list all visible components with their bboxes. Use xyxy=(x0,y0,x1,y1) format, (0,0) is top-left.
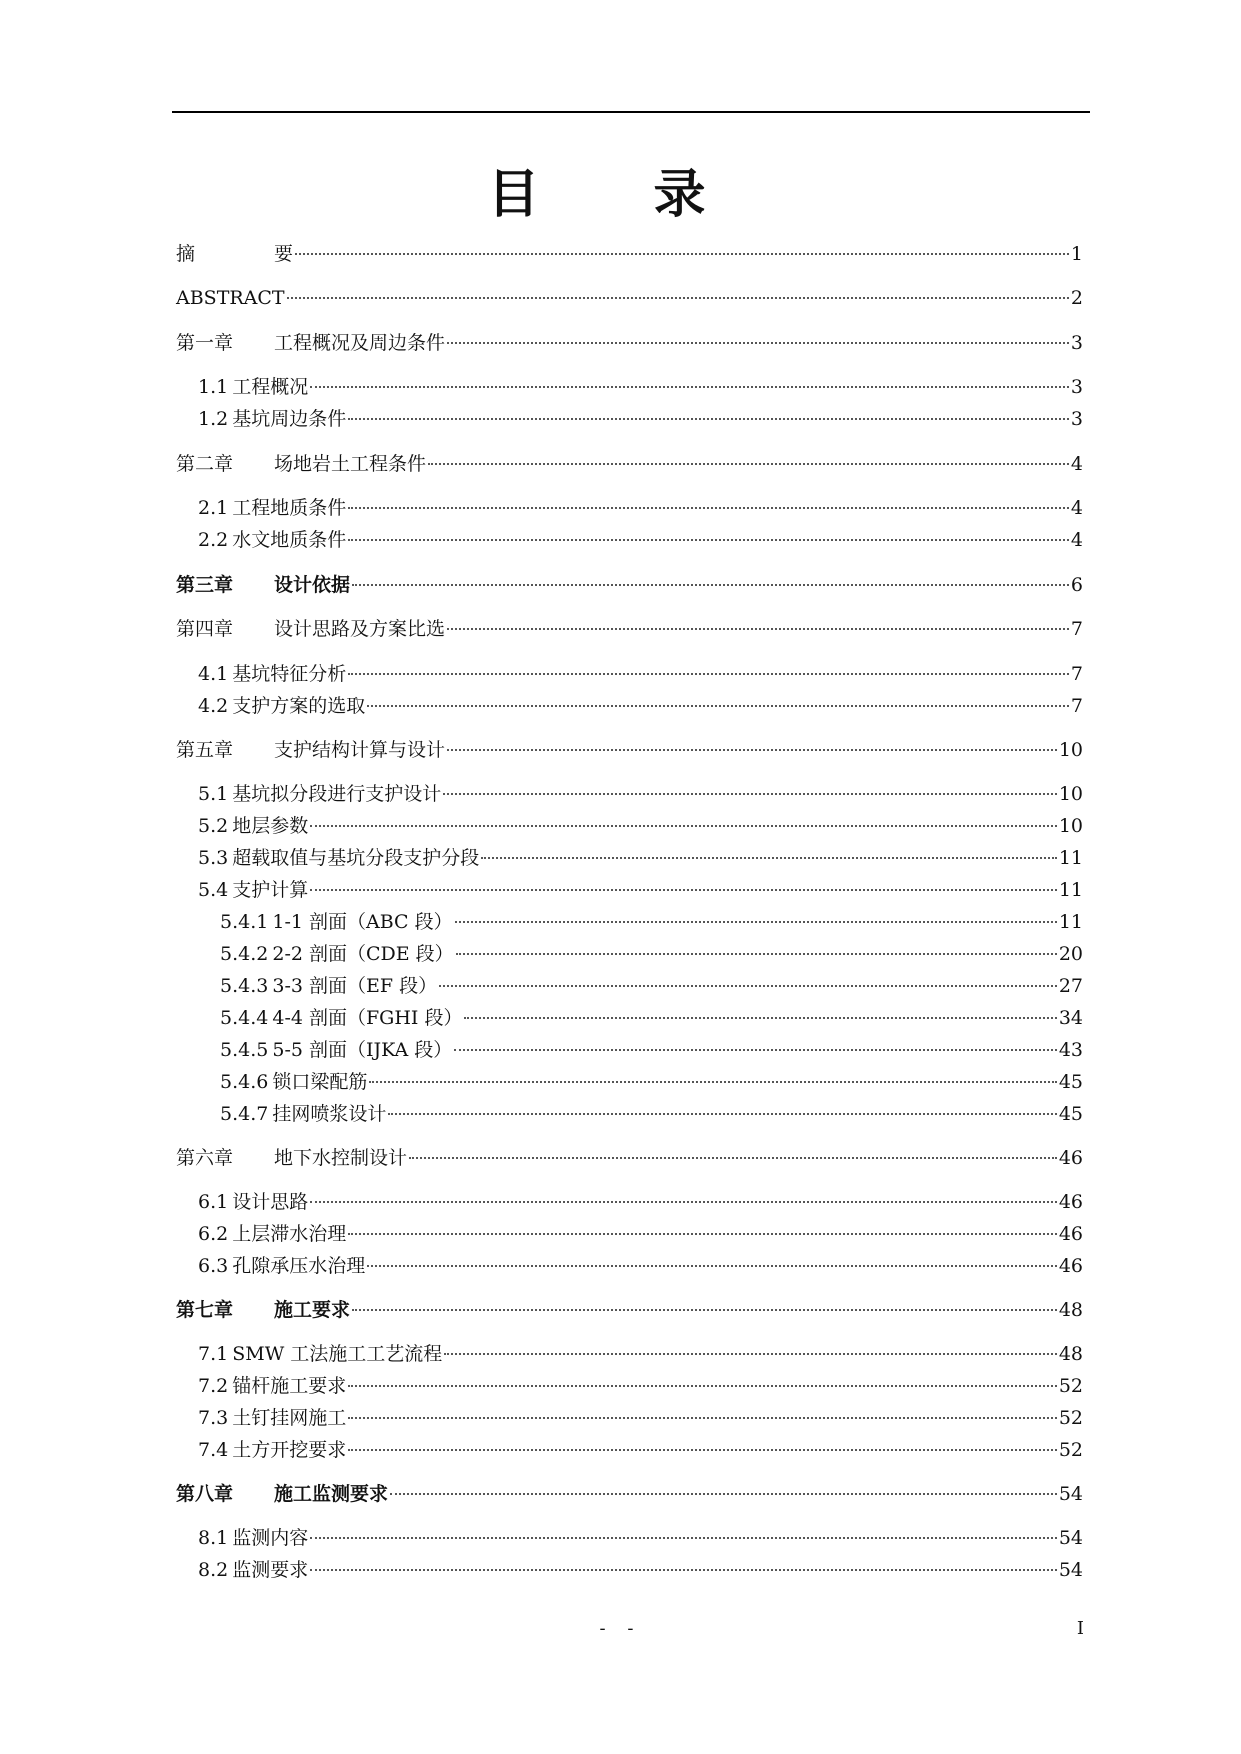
toc-chapter-entry[interactable] xyxy=(176,329,1083,357)
dot-leader xyxy=(310,889,1057,891)
toc-page-number: 7 xyxy=(1070,695,1083,717)
dot-leader xyxy=(348,1385,1057,1387)
dot-leader xyxy=(348,1449,1057,1451)
toc-label xyxy=(176,240,293,268)
toc-number: 5.4.5 xyxy=(220,1039,269,1061)
dot-leader xyxy=(464,1017,1056,1019)
toc-number: 第八章 xyxy=(176,1483,234,1505)
toc-text: 基坑特征分析 xyxy=(232,663,347,685)
toc-chapter-entry[interactable] xyxy=(176,571,1083,599)
toc-text: 孔隙承压水治理 xyxy=(232,1255,366,1277)
toc-number: 第四章 xyxy=(176,618,234,640)
toc-label xyxy=(198,1524,308,1552)
toc-section-entry[interactable] xyxy=(198,1524,1083,1552)
toc-number: 第五章 xyxy=(176,739,234,761)
toc-text: 施工监测要求 xyxy=(274,1483,389,1505)
header-rule xyxy=(172,111,1090,113)
toc-page-number: 46 xyxy=(1058,1255,1083,1277)
toc-page-number: 10 xyxy=(1058,739,1083,761)
dot-leader xyxy=(388,1113,1056,1115)
toc-chapter-entry[interactable] xyxy=(176,736,1083,764)
toc-number: 4.2 xyxy=(198,695,229,717)
toc-number: 5.4.2 xyxy=(220,943,269,965)
toc-number: 第六章 xyxy=(176,1147,234,1169)
toc-text: 水文地质条件 xyxy=(232,529,347,551)
toc-text: 支护方案的选取 xyxy=(232,695,366,717)
toc-text: 要 xyxy=(274,243,294,265)
toc-section-entry[interactable] xyxy=(198,780,1083,808)
toc-label xyxy=(176,1144,407,1172)
toc-label xyxy=(176,571,350,599)
toc-label xyxy=(220,1004,462,1032)
toc-number: 6.3 xyxy=(198,1255,229,1277)
toc-number: 8.2 xyxy=(198,1559,229,1581)
toc-number: 7.4 xyxy=(198,1439,229,1461)
toc-section-entry[interactable] xyxy=(198,494,1083,522)
toc-text: 锚杆施工要求 xyxy=(232,1375,347,1397)
toc-number: 2.2 xyxy=(198,529,229,551)
toc-text: 挂网喷浆设计 xyxy=(272,1103,387,1125)
toc-label xyxy=(198,526,346,554)
toc-page-number: 54 xyxy=(1058,1483,1083,1505)
toc-label xyxy=(176,1480,388,1508)
toc-text: ABSTRACT xyxy=(176,287,285,309)
toc-label xyxy=(198,1372,346,1400)
toc-text: 支护计算 xyxy=(232,879,309,901)
dot-leader xyxy=(310,1201,1057,1203)
toc-label xyxy=(176,1296,350,1324)
dot-leader xyxy=(456,953,1057,955)
toc-text: 工程概况及周边条件 xyxy=(274,332,446,354)
toc-section-entry[interactable] xyxy=(198,1372,1083,1400)
toc-number: 第七章 xyxy=(176,1299,234,1321)
dot-leader xyxy=(310,1537,1057,1539)
toc-section-entry[interactable] xyxy=(198,1556,1083,1584)
toc-page-number: 43 xyxy=(1058,1039,1083,1061)
toc-number: 1.1 xyxy=(198,376,229,398)
toc-page-number: 11 xyxy=(1058,879,1083,901)
toc-text: SMW 工法施工工艺流程 xyxy=(232,1343,443,1365)
toc-page-number: 4 xyxy=(1070,497,1083,519)
toc-page-number: 3 xyxy=(1070,376,1083,398)
toc-label xyxy=(220,972,437,1000)
toc-text: 1-1 剖面（ABC 段） xyxy=(272,911,453,933)
dot-leader xyxy=(369,1081,1056,1083)
toc-number: 第一章 xyxy=(176,332,234,354)
toc-page-number: 4 xyxy=(1070,453,1083,475)
dot-leader xyxy=(367,705,1069,707)
toc-text: 工程概况 xyxy=(232,376,309,398)
toc-section-entry[interactable] xyxy=(198,844,1083,872)
dot-leader xyxy=(348,673,1069,675)
toc-chapter-entry[interactable] xyxy=(176,450,1083,478)
toc-chapter-entry[interactable] xyxy=(176,1296,1083,1324)
toc-number: 摘 xyxy=(176,243,196,265)
footer-page-number: I xyxy=(1076,1618,1084,1639)
toc-number: 7.2 xyxy=(198,1375,229,1397)
toc-text: 基坑周边条件 xyxy=(232,408,347,430)
toc-number: 5.4.1 xyxy=(220,911,269,933)
dot-leader xyxy=(310,825,1057,827)
dot-leader xyxy=(409,1157,1057,1159)
toc-section-entry[interactable] xyxy=(220,908,1083,936)
toc-section-entry[interactable] xyxy=(198,1436,1083,1464)
toc-page-number: 46 xyxy=(1058,1147,1083,1169)
toc-number: 5.4.3 xyxy=(220,975,269,997)
toc-number: 8.1 xyxy=(198,1527,229,1549)
toc-number: 7.1 xyxy=(198,1343,229,1365)
toc-label xyxy=(198,660,346,688)
toc-text: 设计思路 xyxy=(232,1191,309,1213)
toc-number: 5.3 xyxy=(198,847,229,869)
dot-leader xyxy=(447,628,1069,630)
toc-section-entry[interactable] xyxy=(198,526,1083,554)
toc-text: 4-4 剖面（FGHI 段） xyxy=(272,1007,463,1029)
toc-text: 基坑拟分段进行支护设计 xyxy=(232,783,442,805)
dot-leader xyxy=(454,1049,1057,1051)
toc-page-number: 10 xyxy=(1058,783,1083,805)
toc-page-number: 34 xyxy=(1058,1007,1083,1029)
toc-page-number: 46 xyxy=(1058,1223,1083,1245)
toc-number: 7.3 xyxy=(198,1407,229,1429)
footer-center-marks: - - xyxy=(599,1618,642,1639)
dot-leader xyxy=(348,507,1069,509)
toc-label xyxy=(198,780,441,808)
toc-number: 4.1 xyxy=(198,663,229,685)
dot-leader xyxy=(295,253,1069,255)
dot-leader xyxy=(447,342,1069,344)
toc-page-number: 7 xyxy=(1070,618,1083,640)
toc-number: 2.1 xyxy=(198,497,229,519)
toc-section-entry[interactable] xyxy=(198,373,1083,401)
toc-chapter-entry[interactable] xyxy=(176,1144,1083,1172)
toc-text: 场地岩土工程条件 xyxy=(274,453,427,475)
dot-leader xyxy=(447,749,1057,751)
dot-leader xyxy=(287,297,1069,299)
toc-label xyxy=(198,1220,346,1248)
toc-text: 土钉挂网施工 xyxy=(232,1407,347,1429)
toc-label xyxy=(220,1068,367,1096)
toc-label xyxy=(198,1188,308,1216)
toc-page-number: 20 xyxy=(1058,943,1083,965)
toc-page-number: 4 xyxy=(1070,529,1083,551)
toc-label xyxy=(198,1340,442,1368)
toc-section-entry[interactable] xyxy=(198,405,1083,433)
toc-page-number: 46 xyxy=(1058,1191,1083,1213)
dot-leader xyxy=(310,1569,1057,1571)
toc-section-entry[interactable] xyxy=(198,1188,1083,1216)
toc-number: 5.1 xyxy=(198,783,229,805)
toc-label xyxy=(176,284,285,312)
toc-section-entry[interactable] xyxy=(220,1068,1083,1096)
dot-leader xyxy=(428,463,1069,465)
toc-label xyxy=(198,812,308,840)
toc-section-entry[interactable] xyxy=(198,1340,1083,1368)
toc-section-entry[interactable] xyxy=(198,1220,1083,1248)
toc-label xyxy=(220,1100,386,1128)
dot-leader xyxy=(481,857,1057,859)
toc-text: 监测要求 xyxy=(232,1559,309,1581)
toc-page-number: 48 xyxy=(1058,1299,1083,1321)
dot-leader xyxy=(443,793,1057,795)
toc-label xyxy=(220,940,454,968)
toc-chapter-entry[interactable] xyxy=(176,1480,1083,1508)
toc-label xyxy=(220,1036,452,1064)
toc-number: 5.4.6 xyxy=(220,1071,269,1093)
toc-section-entry[interactable] xyxy=(220,1036,1083,1064)
toc-section-entry[interactable] xyxy=(198,692,1083,720)
toc-page-number: 45 xyxy=(1058,1071,1083,1093)
toc-section-entry[interactable] xyxy=(220,1100,1083,1128)
toc-page-number: 3 xyxy=(1070,332,1083,354)
toc-page-number: 54 xyxy=(1058,1559,1083,1581)
toc-number: 6.1 xyxy=(198,1191,229,1213)
toc-page-number: 48 xyxy=(1058,1343,1083,1365)
toc-section-entry[interactable] xyxy=(198,876,1083,904)
toc-section-entry[interactable] xyxy=(220,940,1083,968)
toc-page-number: 3 xyxy=(1070,408,1083,430)
toc-label xyxy=(198,405,346,433)
toc-number: 5.4 xyxy=(198,879,229,901)
toc-text: 5-5 剖面（IJKA 段） xyxy=(272,1039,453,1061)
toc-label xyxy=(176,736,445,764)
toc-label xyxy=(198,1252,365,1280)
toc-text: 土方开挖要求 xyxy=(232,1439,347,1461)
toc-page-number: 45 xyxy=(1058,1103,1083,1125)
dot-leader xyxy=(367,1265,1057,1267)
toc-section-entry[interactable] xyxy=(198,1404,1083,1432)
dot-leader xyxy=(455,921,1057,923)
toc-text: 工程地质条件 xyxy=(232,497,347,519)
toc-label xyxy=(176,329,445,357)
toc-section-entry[interactable] xyxy=(220,1004,1083,1032)
dot-leader xyxy=(352,584,1069,586)
toc-page-number: 52 xyxy=(1058,1375,1083,1397)
toc-chapter-entry[interactable] xyxy=(176,615,1083,643)
dot-leader xyxy=(439,985,1057,987)
toc-label xyxy=(176,450,426,478)
toc-chapter-entry[interactable] xyxy=(176,240,1083,268)
toc-page-number: 11 xyxy=(1058,911,1083,933)
toc-text: 施工要求 xyxy=(274,1299,351,1321)
toc-page-number: 52 xyxy=(1058,1439,1083,1461)
toc-page-number: 52 xyxy=(1058,1407,1083,1429)
toc-section-entry[interactable] xyxy=(198,660,1083,688)
toc-label xyxy=(198,692,365,720)
toc-section-entry[interactable] xyxy=(198,1252,1083,1280)
toc-page-number: 7 xyxy=(1070,663,1083,685)
toc-page-number: 2 xyxy=(1070,287,1083,309)
toc-number: 第三章 xyxy=(176,574,234,596)
toc-page-number: 1 xyxy=(1070,243,1083,265)
toc-page-number: 11 xyxy=(1058,847,1083,869)
toc-text: 设计思路及方案比选 xyxy=(274,618,446,640)
toc-number: 6.2 xyxy=(198,1223,229,1245)
dot-leader xyxy=(348,1417,1057,1419)
toc-number: 1.2 xyxy=(198,408,229,430)
toc-text: 支护结构计算与设计 xyxy=(274,739,446,761)
toc-label xyxy=(198,1556,308,1584)
toc-label xyxy=(198,1404,346,1432)
toc-page-number: 27 xyxy=(1058,975,1083,997)
toc-label xyxy=(198,494,346,522)
dot-leader xyxy=(348,539,1069,541)
toc-page-number: 10 xyxy=(1058,815,1083,837)
toc-number: 第二章 xyxy=(176,453,234,475)
toc-number: 5.4.7 xyxy=(220,1103,269,1125)
dot-leader xyxy=(348,1233,1057,1235)
toc-text: 超载取值与基坑分段支护分段 xyxy=(232,847,480,869)
dot-leader xyxy=(444,1353,1057,1355)
dot-leader xyxy=(310,386,1069,388)
toc-number: 5.4.4 xyxy=(220,1007,269,1029)
toc-text: 监测内容 xyxy=(232,1527,309,1549)
toc-label xyxy=(176,615,445,643)
toc-text: 地层参数 xyxy=(232,815,309,837)
page-title: 目 录 xyxy=(487,165,754,225)
toc-section-entry[interactable] xyxy=(220,972,1083,1000)
dot-leader xyxy=(348,418,1069,420)
toc-label xyxy=(220,908,453,936)
toc-chapter-entry[interactable] xyxy=(176,284,1083,312)
toc-page-number: 54 xyxy=(1058,1527,1083,1549)
toc-text: 2-2 剖面（CDE 段） xyxy=(272,943,454,965)
toc-label xyxy=(198,373,308,401)
toc-text: 设计依据 xyxy=(274,574,351,596)
toc-section-entry[interactable] xyxy=(198,812,1083,840)
toc-text: 地下水控制设计 xyxy=(274,1147,408,1169)
toc-text: 锁口梁配筋 xyxy=(272,1071,368,1093)
toc-label xyxy=(198,1436,346,1464)
toc-page-number: 6 xyxy=(1070,574,1083,596)
dot-leader xyxy=(390,1493,1057,1495)
toc-label xyxy=(198,876,308,904)
dot-leader xyxy=(352,1309,1057,1311)
toc-label xyxy=(198,844,479,872)
toc-text: 上层滞水治理 xyxy=(232,1223,347,1245)
toc-text: 3-3 剖面（EF 段） xyxy=(272,975,438,997)
toc-number: 5.2 xyxy=(198,815,229,837)
